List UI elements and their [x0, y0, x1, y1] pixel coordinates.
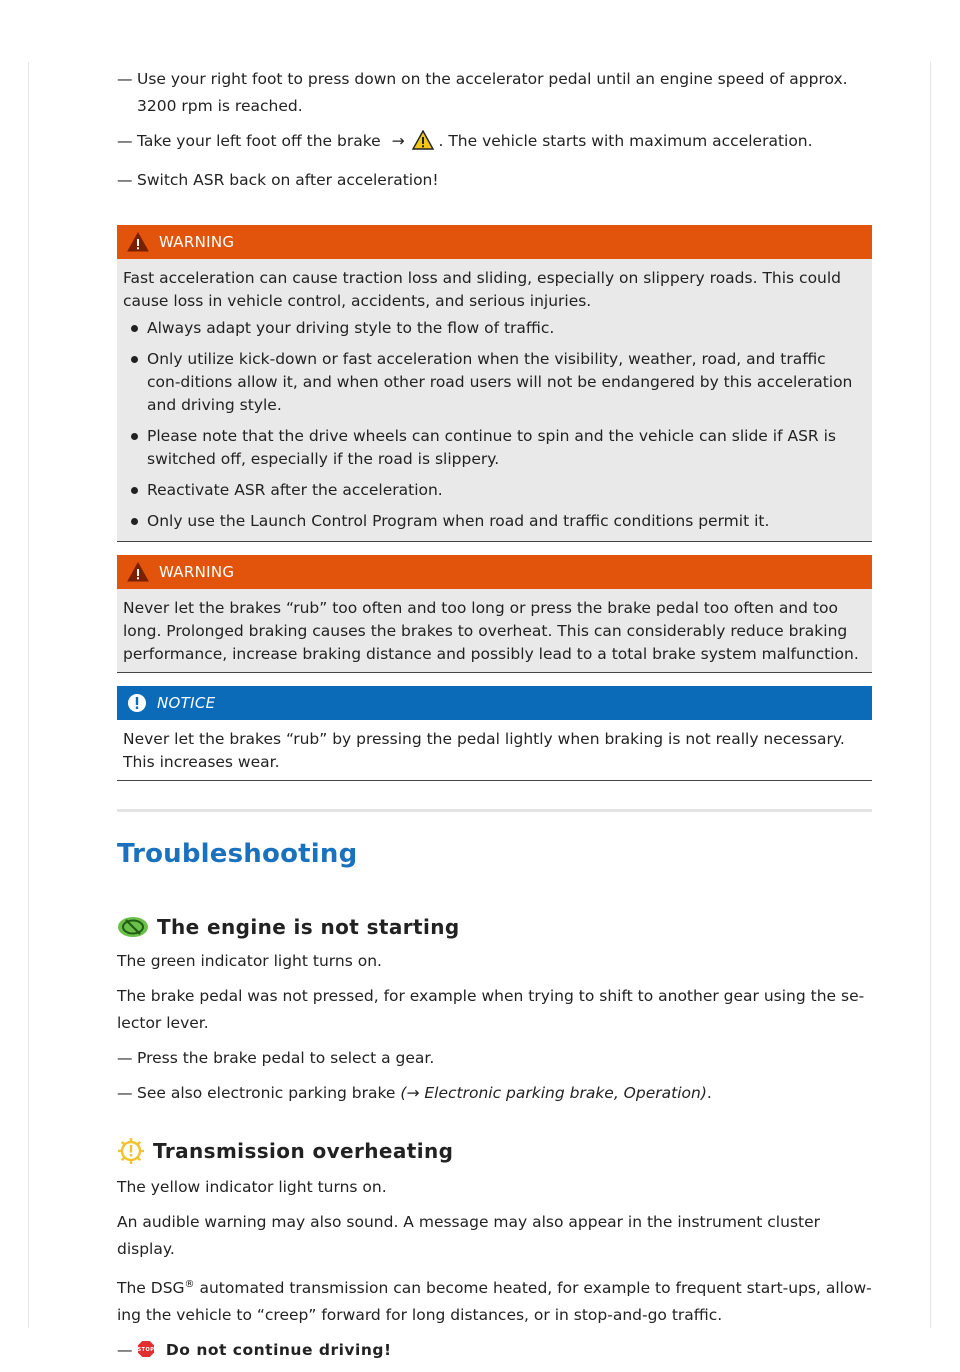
warning-box-acceleration: [117, 225, 872, 542]
notice-body: [117, 720, 872, 781]
notice-header: [117, 686, 872, 720]
engine-p2: The brake pedal was not pressed, for example when trying to shift to another gear using the se-lector lever.: [117, 987, 865, 1032]
list-item: Reactivate ASR after the acceleration.: [147, 479, 864, 502]
step-asr: [117, 167, 872, 194]
warning-triangle-icon: [127, 232, 149, 252]
transmission-p3-end: automated transmission can become heated, for example to frequent start-ups, allow-ing the vehicle to “creep” forward for long distances, or in stop-and-go traffic.: [117, 1279, 872, 1325]
warning-triangle-icon: [127, 562, 149, 582]
list-item: Only use the Launch Control Program when road and traffic conditions permit it.: [147, 510, 864, 533]
section-divider: [117, 809, 872, 812]
step-text: Switch ASR back on after acceleration!: [137, 171, 439, 189]
page-margin-right: [930, 62, 931, 1328]
warning-bullet-list: [123, 317, 864, 533]
green-indicator-icon: [117, 916, 149, 938]
step-accelerator: [117, 66, 872, 120]
stop-text: Do not continue driving!: [165, 1341, 392, 1360]
warning-header: [117, 555, 872, 589]
notice-box: [117, 686, 872, 781]
step-brake: [117, 128, 872, 159]
reference-arrow[interactable]: →: [391, 132, 405, 150]
stop-icon: [137, 1340, 155, 1358]
list-item: Only utilize kick-down or fast acceleration when the visibility, weather, road, and traffic con-ditions allow it, and when other road users will not be endangered by this acceleration and driving style.: [147, 348, 864, 417]
warning-title: WARNING: [159, 233, 235, 251]
notice-title: NOTICE: [157, 694, 216, 712]
step-dash: —: [117, 1049, 133, 1067]
page-content: [117, 66, 872, 1372]
transmission-p3-start: The DSG: [117, 1279, 185, 1298]
step-text: .: [706, 1084, 712, 1102]
transmission-heading: [117, 1137, 872, 1165]
warning-header: [117, 225, 872, 259]
step-dash: —: [117, 1084, 133, 1102]
list-item: Please note that the drive wheels can continue to spin and the vehicle can slide if ASR is switched off, especially if the road is slippery.: [147, 425, 864, 471]
step-dash: —: [117, 70, 133, 88]
parking-brake-reference-link[interactable]: (→ Electronic parking brake, Operation): [400, 1084, 707, 1102]
page-margin-left: [28, 62, 29, 1328]
transmission-title: Transmission overheating: [153, 1139, 454, 1163]
stop-icon-label: STOP: [137, 1347, 155, 1354]
transmission-stop-step: [117, 1337, 872, 1364]
notice-exclamation-icon: [127, 693, 147, 713]
warning-body: [117, 259, 872, 542]
step-dash: —: [117, 171, 133, 189]
transmission-p2: An audible warning may also sound. A message may also appear in the instrument cluster display.: [117, 1213, 821, 1258]
list-item: Always adapt your driving style to the flow of traffic.: [147, 317, 864, 340]
engine-heading: [117, 915, 872, 939]
notice-text: Never let the brakes “rub” by pressing the pedal lightly when braking is not really necessary. This increases wear.: [123, 730, 845, 771]
step-text: . The vehicle starts with maximum acceleration.: [438, 132, 813, 150]
engine-title: The engine is not starting: [157, 915, 460, 939]
transmission-p3: [117, 1271, 872, 1329]
warning-intro: Fast acceleration can cause traction loss and sliding, especially on slippery roads. This could cause loss in vehicle control, accidents, and serious injuries.: [123, 269, 842, 310]
warning-title: WARNING: [159, 563, 235, 581]
step-dash: —: [117, 1341, 133, 1360]
step-text: Take your left foot off the brake: [137, 132, 381, 150]
step-dash: —: [117, 132, 133, 150]
transmission-p1: The yellow indicator light turns on.: [117, 1178, 387, 1196]
warning-box-brakes: [117, 555, 872, 673]
yellow-indicator-icon: [117, 1137, 145, 1165]
registered-mark: ®: [184, 1279, 195, 1290]
warning-triangle-icon[interactable]: [412, 130, 434, 159]
step-text: Use your right foot to press down on the accelerator pedal until an engine speed of approx. 3200 rpm is reached.: [137, 70, 848, 115]
section-title: Troubleshooting: [117, 839, 358, 869]
engine-step-gear: [117, 1045, 872, 1072]
warning-body: [117, 589, 872, 673]
step-text: Press the brake pedal to select a gear.: [137, 1049, 435, 1067]
engine-step-parking: [117, 1080, 872, 1107]
engine-p1: The green indicator light turns on.: [117, 952, 382, 970]
warning-text: Never let the brakes “rub” too often and too long or press the brake pedal too often and too long. Prolonged braking causes the brakes to overheat. This can considerably reduce braking performance, increase braking distance and possibly lead to a total brake system malfunction.: [123, 599, 859, 663]
step-text: See also electronic parking brake: [137, 1084, 396, 1102]
